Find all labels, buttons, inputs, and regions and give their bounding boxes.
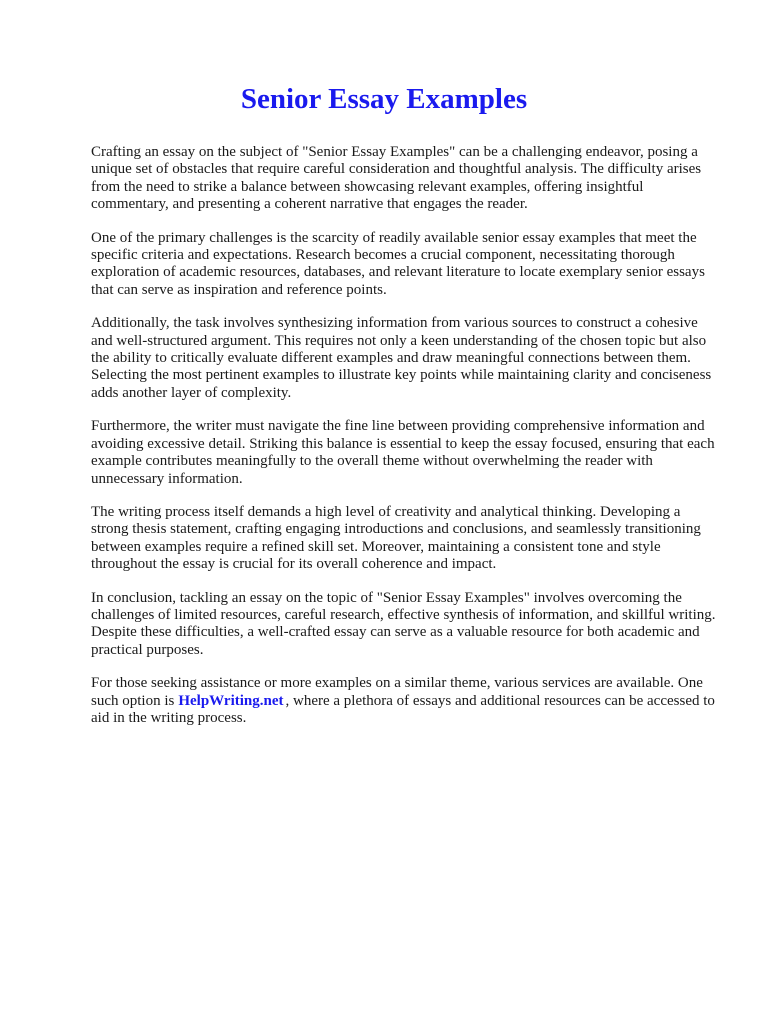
paragraph-3: Additionally, the task involves synthesizing information from various sources to construct a cohesive and well-structured argument. This requires not only a keen understanding of the chosen topic but also the ability to critically evaluate different examples and draw meaningful connections between them. Selecting the most pertinent examples to illustrate key points while maintaining clarity and conciseness adds another layer of complexity. [91, 315, 712, 401]
paragraph-6: In conclusion, tackling an essay on the topic of "Senior Essay Examples" involves overcoming the challenges of limited resources, careful research, effective synthesis of information, and skillful writing. Despite these difficulties, a well-crafted essay can serve as a valuable resource for both academic and practical purposes. [91, 589, 716, 658]
closing-text-before-link: For those seeking assistance or more examples on a similar theme, various services are available. One such option is [91, 675, 703, 709]
closing-paragraph [91, 675, 720, 727]
helpwriting-link[interactable]: HelpWriting.net [178, 692, 284, 709]
closing-text-after-link: , where a plethora of essays and additional resources can be accessed to aid in the writing process. [91, 692, 715, 726]
paragraph-2: One of the primary challenges is the scarcity of readily available senior essay examples that meet the specific criteria and expectations. Research becomes a crucial component, necessitating thorough exploration of academic resources, databases, and relevant literature to locate exemplary senior essays that can serve as inspiration and reference points. [91, 229, 705, 298]
essay-body [91, 144, 720, 727]
paragraph-1: Crafting an essay on the subject of "Senior Essay Examples" can be a challenging endeavor, posing a unique set of obstacles that require careful consideration and thoughtful analysis. The difficulty arises from the need to strike a balance between showcasing relevant examples, offering insightful commentary, and presenting a coherent narrative that engages the reader. [91, 144, 702, 213]
paragraph-4: Furthermore, the writer must navigate the fine line between providing comprehensive information and avoiding excessive detail. Striking this balance is essential to keep the essay focused, ensuring that each example contributes meaningfully to the overall theme without overwhelming the reader with unnecessary information. [91, 418, 715, 487]
page-title: Senior Essay Examples [240, 83, 528, 115]
paragraph-5: The writing process itself demands a high level of creativity and analytical thinking. Developing a strong thesis statement, crafting engaging introductions and conclusions, and seamlessly transitioning between examples require a refined skill set. Moreover, maintaining a consistent tone and style throughout the essay is crucial for its overall coherence and impact. [91, 503, 701, 573]
